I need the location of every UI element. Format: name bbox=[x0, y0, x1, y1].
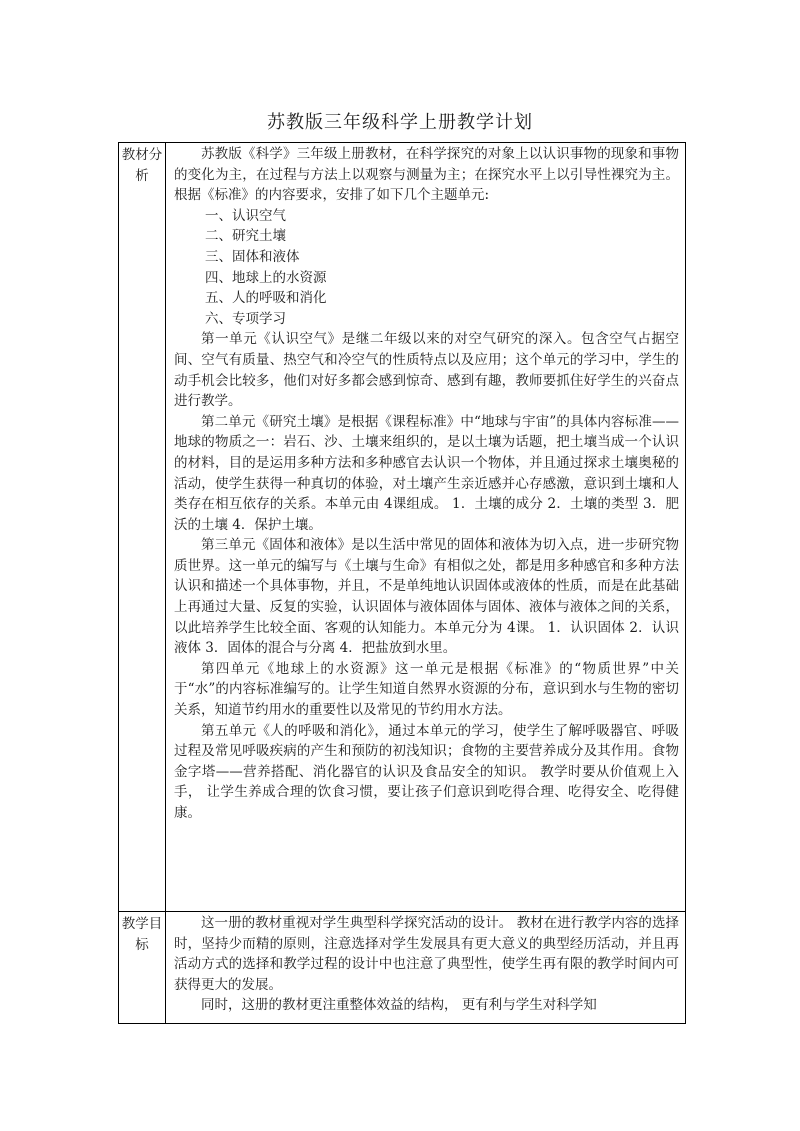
goal-paragraph: 这一册的教材重视对学生典型科学探究活动的设计。 教材在进行教学内容的选择时，坚持少而精的原则，注意选择对学生发展具有更大意义的典型经历活动，并且再活动方式的选择和教学过程的设计中也注意了典型性，使学生再有限的教学时间内可获得更大的发展。 bbox=[174, 915, 679, 993]
unit-description-paragraph: 第四单元《地球上的水资源》这一单元是根据《标准》的“物质世界”中关于“水”的内容标准编写的。让学生知道自然界水资源的分布，意识到水与生物的密切关系，知道节约用水的重要性以及常见的节约用水方法。 bbox=[174, 660, 679, 719]
page-title: 苏教版三年级科学上册教学计划 bbox=[267, 112, 533, 133]
unit-list-item: 四、地球上的水资源 bbox=[205, 269, 327, 286]
table-row bbox=[119, 143, 686, 912]
goal-paragraph: 同时，这册的教材更注重整体效益的结构， 更有利与学生对科学知 bbox=[201, 997, 597, 1014]
unit-description-paragraph: 第二单元《研究土壤》是根据《课程标准》中“地球与宇宙”的具体内容标准——地球的物质之一：岩石、沙、土壤来组织的，是以土壤为话题，把土壤当成一个认识的材料，目的是运用多种方法和多种感官去认识一个物体，并且通过探求土壤奥秘的活动，使学生获得一种真切的体验，对土壤产生亲近感并心存感激，意识到土壤和人类存在相互依存的关系。本单元由 4课组成。 1．土壤的成分 2．土壤的类型 3．肥沃的土壤 4．保护土壤。 bbox=[174, 413, 679, 533]
unit-list-item: 二、研究土壤 bbox=[205, 228, 287, 245]
unit-list-item: 三、固体和液体 bbox=[205, 248, 300, 265]
unit-list-item: 六、专项学习 bbox=[205, 310, 287, 327]
intro-paragraph: 苏教版《科学》三年级上册教材，在科学探究的对象上以认识事物的现象和事物的变化为主，在过程与方法上以观察与测量为主；在探究水平上以引导性裸究为主。根据《标准》的内容要求，安排了如下几个主题单元: bbox=[174, 146, 679, 204]
teaching-goals-content bbox=[166, 912, 686, 1024]
row-label-material-analysis: 教材分析 bbox=[119, 143, 166, 912]
row-label-teaching-goals: 教学目标 bbox=[119, 912, 166, 1024]
unit-list-item: 五、人的呼吸和消化 bbox=[205, 290, 327, 307]
unit-list-item: 一、认识空气 bbox=[205, 207, 287, 224]
material-analysis-content bbox=[166, 143, 686, 912]
teaching-plan-table bbox=[118, 142, 686, 1024]
unit-description-paragraph: 第三单元《固体和液体》是以生活中常见的固体和液体为切入点，进一步研究物质世界。这一单元的编写与《土壤与生命》有相似之处，都是用多种感官和多种方法认识和描述一个具体事物，并且，不是单纯地认识固体或液体的性质，而是在此基础上再通过大量、反复的实验，认识固体与液体固体与固体、液体与液体之间的关系，以此培养学生比较全面、客观的认知能力。本单元分为 4课。 1．认识固体 2．认识液体 3．固体的混合与分离 4．把盐放到水里。 bbox=[174, 537, 679, 657]
unit-description-paragraph: 第五单元《人的呼吸和消化》，通过本单元的学习，使学生了解呼吸器官、呼吸过程及常见呼吸疾病的产生和预防的初浅知识；食物的主要营养成分及其作用。食物金字塔——营养搭配、消化器官的认识及食品安全的知识。 教学时要从价值观上入手， 让学生养成合理的饮食习惯，要让孩子们意识到吃得合理、吃得安全、吃得健康。 bbox=[174, 722, 679, 821]
unit-description-paragraph: 第一单元《认识空气》是继二年级以来的对空气研究的深入。包含空气占据空间、空气有质量、热空气和冷空气的性质特点以及应用；这个单元的学习中，学生的动手机会比较多，他们对好多都会感到惊奇、感到有趣，教师要抓住好学生的兴奋点进行教学。 bbox=[174, 331, 679, 410]
table-row bbox=[119, 912, 686, 1024]
